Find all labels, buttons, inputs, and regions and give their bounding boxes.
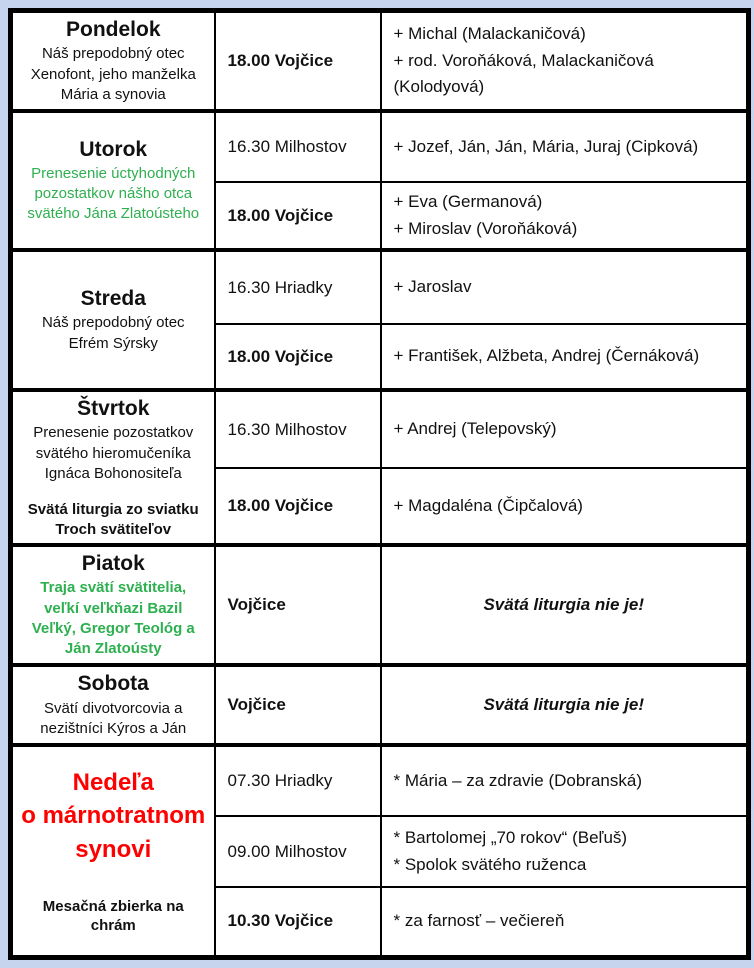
time-place-cell: 16.30 Hriadky (215, 250, 381, 324)
sunday-title-line: synovi (75, 836, 152, 864)
intentions-cell (381, 745, 749, 816)
time-place-cell: Vojčice (215, 665, 381, 745)
intention-line: + Michal (Malackaničová) (393, 24, 586, 44)
intention-line: + Andrej (Telepovský) (393, 419, 557, 439)
intention-line: + Magdaléna (Čipčalová) (393, 495, 583, 515)
intention-line: + rod. Voroňáková, Malackaničová (Kolodyová) (393, 50, 654, 97)
intention-line: + Jaroslav (393, 277, 472, 297)
time-place-cell: 18.00 Vojčice (215, 11, 381, 112)
time-place-cell: 16.30 Milhostov (215, 111, 381, 182)
time-place-cell: 16.30 Milhostov (215, 390, 381, 468)
intentions-cell (381, 111, 749, 182)
day-feast-description: Svätí divotvorcovia a nezištníci Kýros a Ján (40, 699, 187, 737)
intentions-cell (381, 250, 749, 324)
no-liturgy-cell: Svätá liturgia nie je! (381, 545, 749, 665)
time-place-cell: 18.00 Vojčice (215, 324, 381, 390)
table-row (11, 665, 749, 745)
intentions-cell (381, 468, 749, 545)
day-title: Sobota (77, 672, 149, 696)
table-row (11, 390, 749, 468)
day-cell-utorok (11, 111, 215, 250)
day-cell-nedela (11, 745, 215, 957)
day-feast-description: Náš prepodobný otec Xenofont, jeho manželka Mária a synovia (30, 45, 196, 103)
no-liturgy-cell: Svätá liturgia nie je! (381, 665, 749, 745)
intentions-cell (381, 816, 749, 887)
day-cell-streda (11, 250, 215, 390)
intention-line: + Miroslav (Voroňáková) (393, 218, 578, 238)
intentions-cell (381, 887, 749, 957)
day-cell-stvrtok (11, 390, 215, 545)
table-row (11, 745, 749, 816)
intention-line: * za farnosť – večiereň (393, 911, 565, 931)
intentions-cell (381, 324, 749, 390)
time-place-cell: 18.00 Vojčice (215, 182, 381, 250)
intentions-cell (381, 390, 749, 468)
day-feast-description: Prenesenie pozostatkov svätého hieromučeníka Ignáca Bohonositeľa (33, 424, 194, 482)
day-title: Pondelok (65, 18, 161, 41)
liturgy-schedule-table (8, 8, 751, 960)
day-note: Svätá liturgia zo sviatku Troch svätiteľov (27, 501, 199, 538)
time-place-cell: Vojčice (215, 545, 381, 665)
day-cell-sobota (11, 665, 215, 745)
table-row (11, 111, 749, 182)
intentions-cell (381, 182, 749, 250)
table-row (11, 250, 749, 324)
intention-line: * Mária – za zdravie (Dobranská) (393, 770, 642, 790)
intention-line: * Bartolomej „70 rokov“ (Beľuš) (393, 828, 628, 848)
intentions-cell (381, 11, 749, 112)
day-feast-description: Náš prepodobný otec Efrém Sýrsky (41, 314, 185, 352)
day-feast-description: Prenesenie úctyhodných pozostatkov nášho otca svätého Jána Zlatoústeho (27, 164, 200, 223)
intention-line: + František, Alžbeta, Andrej (Černáková) (393, 346, 700, 366)
day-title: Streda (80, 287, 146, 311)
intention-line: * Spolok svätého ruženca (393, 854, 587, 874)
time-place-cell: 07.30 Hriadky (215, 745, 381, 816)
day-title: Piatok (81, 552, 145, 575)
table-row (11, 11, 749, 112)
day-note: Mesačná zbierka na chrám (42, 897, 184, 935)
sunday-title-line: o márnotratnom (21, 802, 206, 830)
intention-line: + Jozef, Ján, Ján, Mária, Juraj (Cipková) (393, 136, 699, 156)
table-row (11, 545, 749, 665)
intention-line: + Eva (Germanová) (393, 192, 543, 212)
day-cell-piatok (11, 545, 215, 665)
day-cell-pondelok (11, 11, 215, 112)
time-place-cell: 09.00 Milhostov (215, 816, 381, 887)
day-title: Štvrtok (77, 397, 150, 420)
sunday-title-line: Nedeľa (72, 768, 154, 796)
time-place-cell: 10.30 Vojčice (215, 887, 381, 957)
time-place-cell: 18.00 Vojčice (215, 468, 381, 545)
day-title: Utorok (79, 137, 148, 161)
day-feast-description: Traja svätí svätitelia, veľkí veľkňazi Bazil Veľký, Gregor Teológ a Ján Zlatoústy (31, 579, 195, 657)
